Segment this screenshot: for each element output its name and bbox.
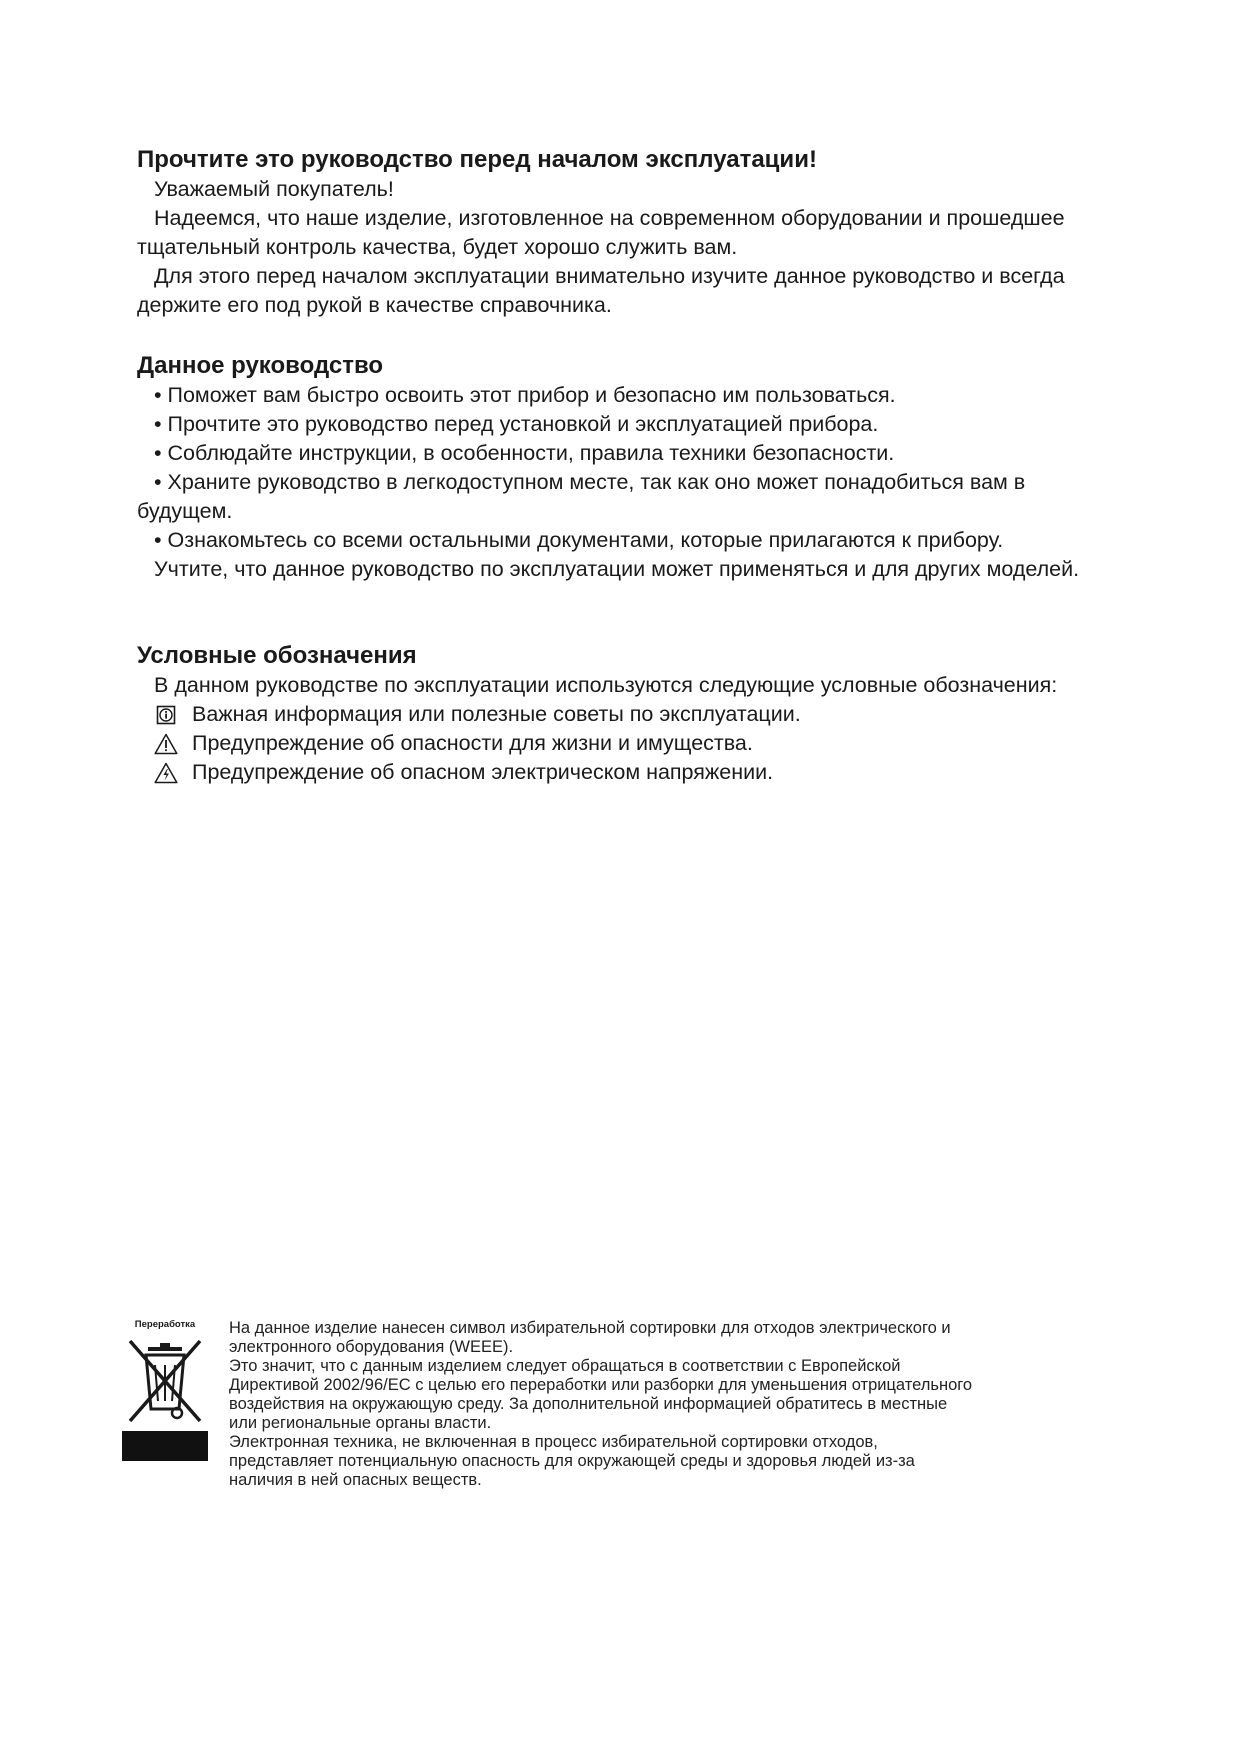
weee-label: Переработка [134, 1319, 196, 1330]
symbols-section [137, 641, 1097, 787]
weee-line: Это значит, что с данным изделием следует обращаться в соответствии с Европейской [229, 1357, 901, 1375]
electric-warning-icon [154, 761, 178, 785]
weee-line: или региональные органы власти. [229, 1414, 492, 1432]
weee-line: представляет потенциальную опасность для окружающей среды и здоровья людей из-за [229, 1452, 915, 1470]
symbol-item-text: Важная информация или полезные советы по эксплуатации. [192, 702, 801, 726]
intro-title: Прочтите это руководство перед началом эксплуатации! [137, 146, 817, 173]
weee-line: воздействия на окружающую среду. За дополнительной информацией обратитесь в местные [229, 1395, 948, 1413]
weee-line: Директивой 2002/96/EC с целью его переработки или разборки для уменьшения отрицательного [229, 1376, 973, 1394]
info-icon [154, 703, 178, 727]
symbol-item-info [137, 700, 1097, 729]
symbols-title: Условные обозначения [137, 642, 417, 669]
weee-line: электронного оборудования (WEEE). [229, 1338, 514, 1356]
symbol-item-text: Предупреждение об опасном электрическом напряжении. [192, 760, 774, 784]
symbols-intro: В данном руководстве по эксплуатации используются следующие условные обозначения: [154, 673, 1058, 697]
manual-section [137, 351, 1097, 584]
manual-bullet: • Соблюдайте инструкции, в особенности, правила техники безопасности. [154, 441, 895, 465]
intro-paragraph-2: Для этого перед началом эксплуатации внимательно изучите данное руководство и всегда держите его под рукой в качестве справочника. [137, 264, 1065, 317]
crossed-bin-icon [122, 1335, 208, 1467]
symbol-item-electric [137, 758, 1097, 787]
weee-text [229, 1319, 1129, 1490]
weee-notice [122, 1319, 1112, 1499]
weee-line: Электронная техника, не включенная в процесс избирательной сортировки отходов, [229, 1433, 878, 1451]
manual-title: Данное руководство [137, 352, 384, 379]
manual-note: Учтите, что данное руководство по эксплуатации может применяться и для других моделей. [154, 557, 1080, 581]
weee-line: На данное изделие нанесен символ избирательной сортировки для отходов электрического и [229, 1319, 951, 1337]
manual-bullet: • Поможет вам быстро освоить этот прибор и безопасно им пользоваться. [154, 383, 896, 407]
intro-paragraph-1: Надеемся, что наше изделие, изготовленное на современном оборудовании и прошедшее тщательный контроль качества, будет хорошо служить вам. [137, 206, 1065, 259]
symbol-item-warning [137, 729, 1097, 758]
manual-bullet: • Прочтите это руководство перед установкой и эксплуатацией прибора. [154, 412, 879, 436]
symbol-item-text: Предупреждение об опасности для жизни и имущества. [192, 731, 753, 755]
manual-bullet: • Ознакомьтесь со всеми остальными документами, которые прилагаются к прибору. [154, 528, 1004, 552]
warning-icon [154, 732, 178, 756]
intro-greeting: Уважаемый покупатель! [154, 177, 394, 201]
manual-bullet: • Храните руководство в легкодоступном месте, так как оно может понадобиться вам в будущем. [137, 470, 1026, 523]
weee-logo [122, 1319, 212, 1472]
intro-section [137, 145, 1097, 320]
weee-line: наличия в ней опасных веществ. [229, 1471, 482, 1489]
